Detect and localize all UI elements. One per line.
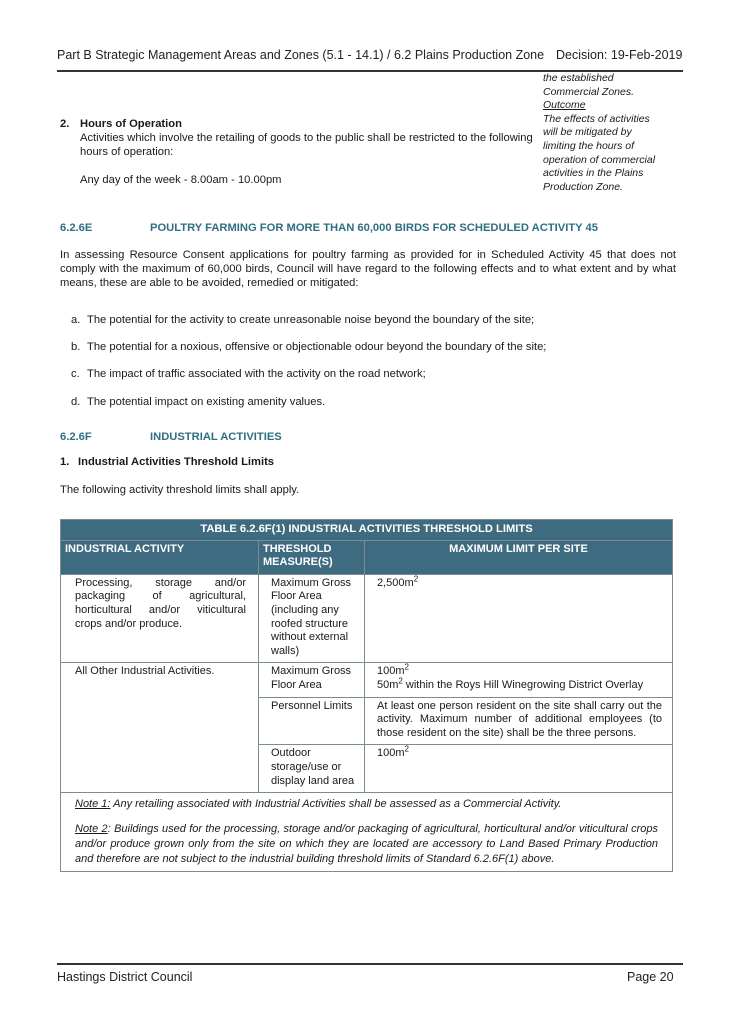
list-item xyxy=(71,341,546,353)
column-header-limit: MAXIMUM LIMIT PER SITE xyxy=(365,540,673,574)
section-f-sub-title: Industrial Activities Threshold Limits xyxy=(78,456,275,468)
limit-value: 100m xyxy=(377,747,405,760)
hours-days: Any day of the week - 8.00am - 10.00pm xyxy=(80,174,282,186)
list-text: The potential for the activity to create unreasonable noise beyond the boundary of the site; xyxy=(87,314,535,326)
table-title: TABLE 6.2.6F(1) INDUSTRIAL ACTIVITIES THRESHOLD LIMITS xyxy=(61,520,673,541)
table-row xyxy=(61,663,673,697)
table-cell-empty xyxy=(61,745,259,793)
hours-title: Hours of Operation xyxy=(80,118,182,130)
table-cell-measure: Maximum Gross Floor Area (including any roofed structure without external walls) xyxy=(259,574,365,663)
table-notes-row xyxy=(61,793,673,872)
sidebar-note xyxy=(543,72,683,194)
note-1 xyxy=(75,797,658,812)
hours-text: Activities which involve the retailing of goods to the public shall be restricted to the following hours of operation: xyxy=(80,132,533,158)
list-text: The impact of traffic associated with the activity on the road network; xyxy=(87,368,426,380)
sidebar-line: will be mitigated by xyxy=(543,126,632,139)
sidebar-line: operation of commercial xyxy=(543,153,656,166)
list-item xyxy=(71,314,534,326)
table-row xyxy=(61,574,673,663)
list-text: The potential for a noxious, offensive or objectionable odour beyond the boundary of the site; xyxy=(87,341,547,353)
sidebar-line: limiting the hours of xyxy=(543,139,635,152)
list-marker: d. xyxy=(71,396,81,408)
limit-value: 2,500m xyxy=(377,576,414,589)
table-cell-measure: Personnel Limits xyxy=(259,697,365,745)
limit-line xyxy=(377,676,668,693)
limit-line xyxy=(377,662,668,679)
table-cell-measure: Outdoor storage/use or display land area xyxy=(259,745,365,793)
sidebar-line: activities in the Plains xyxy=(543,167,644,180)
list-item xyxy=(71,368,426,380)
table-row xyxy=(61,745,673,793)
limit-superscript: 2 xyxy=(413,574,419,584)
table-cell-limit: At least one person resident on the site shall carry out the activity. Maximum number of additional employees (to those resident on the site) shall be the three persons. xyxy=(365,697,673,745)
footer-rule xyxy=(57,963,683,965)
note-2-text: : Buildings used for the processing, storage and/or packaging of agricultural, horticultural and/or viticultural crops and/or produce grown only from the site on which they are located are accessory to Land Based Primary Production and therefore are not subject to the industrial building threshold limits of Standard 6.2.6F(1) above. xyxy=(75,823,659,866)
section-e-title: POULTRY FARMING FOR MORE THAN 60,000 BIRDS FOR SCHEDULED ACTIVITY 45 xyxy=(150,222,598,234)
sidebar-outcome-label: Outcome xyxy=(543,99,586,112)
table-cell-limit xyxy=(365,745,673,793)
footer-council: Hastings District Council xyxy=(57,970,193,984)
table-cell-limit xyxy=(365,574,673,663)
section-f-code: 6.2.6F xyxy=(60,431,92,443)
section-f-title: INDUSTRIAL ACTIVITIES xyxy=(150,431,282,443)
column-header-measure: THRESHOLD MEASURE(S) xyxy=(259,540,365,574)
limit-superscript: 2 xyxy=(404,662,409,672)
table-cell-empty xyxy=(61,697,259,745)
hours-number: 2. xyxy=(60,118,70,130)
sidebar-line: Commercial Zones. xyxy=(543,85,635,98)
table-cell-activity: All Other Industrial Activities. xyxy=(61,663,259,697)
list-marker: c. xyxy=(71,368,80,380)
footer-page-number: Page 20 xyxy=(627,970,674,984)
list-text: The potential impact on existing amenity values. xyxy=(87,396,326,408)
limit-overlay-text: within the Roys Hill Winegrowing District Overlay xyxy=(402,678,644,691)
list-item xyxy=(71,396,325,408)
sidebar-line: Production Zone. xyxy=(543,180,623,193)
table-cell-limit xyxy=(365,663,673,697)
table-cell-measure: Maximum Gross Floor Area xyxy=(259,663,365,697)
section-f-intro: The following activity threshold limits shall apply. xyxy=(60,484,300,496)
sidebar-line: The effects of activities xyxy=(543,112,650,125)
limit-superscript: 2 xyxy=(398,676,403,686)
section-e-code: 6.2.6E xyxy=(60,222,93,234)
list-marker: b. xyxy=(71,341,81,353)
section-e-intro: In assessing Resource Consent applications for poultry farming as provided for in Scheduled Activity 45 that does not comply with the maximum of 60,000 birds, Council will have regard to the following effects and to what extent and by what means, these are able to be avoided, remedied or mitigated: xyxy=(60,249,676,289)
limit-superscript: 2 xyxy=(404,744,409,754)
header-decision-date: Decision: 19-Feb-2019 xyxy=(556,48,683,62)
limit-value: 50m xyxy=(377,678,399,691)
sidebar-line: the established xyxy=(543,72,614,84)
note-1-text: Any retailing associated with Industrial Activities shall be assessed as a Commercial Activity. xyxy=(110,798,562,811)
list-marker: a. xyxy=(71,314,81,326)
header-title: Part B Strategic Management Areas and Zones (5.1 - 14.1) / 6.2 Plains Production Zone xyxy=(57,48,545,62)
table-cell-activity: Processing, storage and/or packaging of agricultural, horticultural and/or viticultural crops and/or produce. xyxy=(61,574,259,663)
section-f-sub-number: 1. xyxy=(60,456,70,468)
note-2 xyxy=(75,822,658,867)
table-row xyxy=(61,697,673,745)
note-1-label: Note 1: xyxy=(75,798,111,811)
note-2-label: Note 2 xyxy=(75,823,108,836)
threshold-limits-table xyxy=(60,519,673,872)
table-notes xyxy=(61,793,673,872)
column-header-activity: INDUSTRIAL ACTIVITY xyxy=(61,540,259,574)
limit-value: 100m xyxy=(377,665,405,678)
